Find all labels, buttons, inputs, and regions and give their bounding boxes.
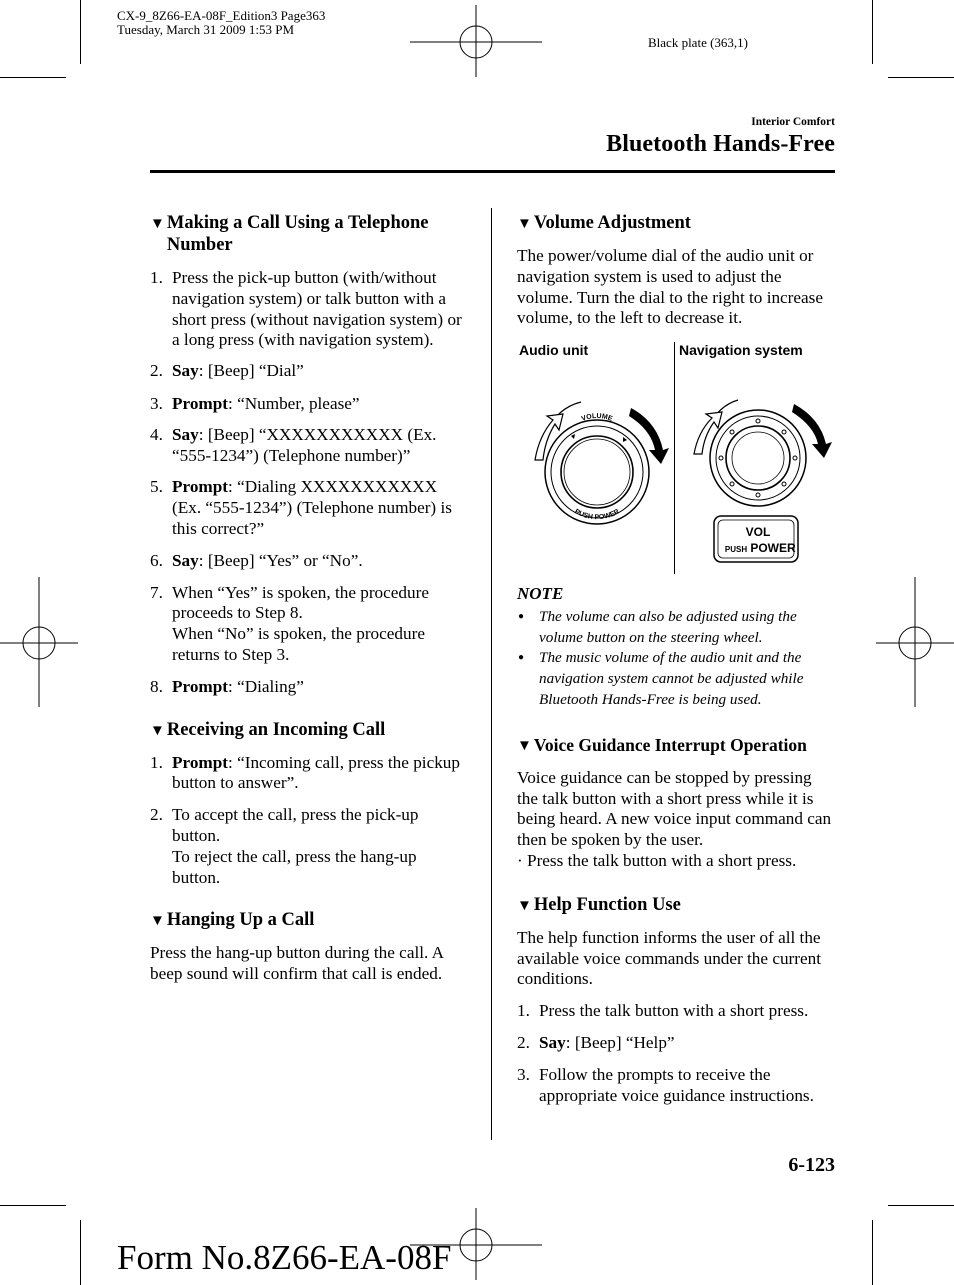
list-item: 2. Say: [Beep] “Help” bbox=[517, 1032, 675, 1052]
volume-heading: ▼ Volume Adjustment bbox=[517, 213, 691, 233]
right-column bbox=[517, 212, 835, 329]
triangle-icon: ▼ bbox=[150, 216, 165, 232]
bullet-icon: ● bbox=[518, 610, 525, 622]
note-item: ● The volume can also be adjusted using the volume button on the steering wheel. bbox=[517, 607, 835, 649]
triangle-icon: ▼ bbox=[150, 913, 165, 930]
right-column-lower bbox=[517, 584, 835, 1106]
list-item: 2. Say: [Beep] “Dial” bbox=[150, 361, 304, 381]
triangle-icon: ▼ bbox=[517, 737, 532, 754]
help-heading: ▼ Help Function Use bbox=[517, 894, 681, 915]
list-item: 6. Say: [Beep] “Yes” or “No”. bbox=[150, 550, 363, 570]
svg-text:PUSH POWER: PUSH POWER bbox=[573, 508, 621, 522]
help-body: The help function informs the user of all the available voice commands under the current conditions. bbox=[517, 927, 821, 989]
voice-guidance-heading: ▼ Voice Guidance Interrupt Operation bbox=[517, 734, 807, 755]
list-item: 5. Prompt: “Dialing XXXXXXXXXXX (Ex. “555-1234”) (Telephone number) is this correct?” bbox=[150, 477, 452, 538]
receiving-call-heading: ▼ Receiving an Incoming Call bbox=[150, 719, 386, 740]
receiving-call-steps bbox=[150, 753, 466, 889]
list-item: 7. When “Yes” is spoken, the procedure proceeds to Step 8. When “No” is spoken, the procedure returns to Step 3. bbox=[150, 582, 429, 664]
voice-guidance-bullet: · Press the talk button with a short press. bbox=[517, 850, 797, 870]
note-title: NOTE bbox=[517, 584, 564, 603]
form-number: Form No.8Z66-EA-08F bbox=[117, 1238, 452, 1277]
list-item: 2. To accept the call, press the pick-up button. To reject the call, press the hang-up button. bbox=[150, 805, 419, 887]
left-column bbox=[150, 212, 466, 985]
list-item: 1. Prompt: “Incoming call, press the pickup button to answer”. bbox=[150, 752, 460, 793]
page-title: Bluetooth Hands-Free bbox=[606, 131, 835, 157]
registration-mark-right bbox=[876, 577, 954, 707]
list-item: 3. Prompt: “Number, please” bbox=[150, 393, 360, 413]
column-divider bbox=[491, 208, 492, 1140]
svg-text:VOLUME: VOLUME bbox=[580, 412, 614, 423]
print-plate: Black plate (363,1) bbox=[648, 35, 748, 50]
print-file-line: CX-9_8Z66-EA-08F_Edition3 Page363 bbox=[117, 8, 326, 23]
making-call-heading: ▼ Making a Call Using a Telephone Number bbox=[150, 213, 429, 255]
registration-mark-left bbox=[0, 577, 78, 707]
svg-text:POWER: POWER bbox=[750, 541, 796, 555]
triangle-icon: ▼ bbox=[517, 897, 532, 914]
section-label: Interior Comfort bbox=[751, 116, 835, 128]
triangle-icon: ▼ bbox=[150, 722, 165, 739]
registration-mark-top bbox=[410, 5, 542, 77]
hanging-up-heading: ▼ Hanging Up a Call bbox=[150, 910, 315, 931]
print-date-line: Tuesday, March 31 2009 1:53 PM bbox=[117, 22, 295, 37]
voice-guidance-body: Voice guidance can be stopped by pressing the talk button with a short press while it is being heard. A new voice input command can then be spoken by the user. bbox=[517, 767, 832, 850]
list-item: 8. Prompt: “Dialing” bbox=[150, 676, 304, 696]
list-item: 1. Press the pick-up button (with/without navigation system) or talk button with a short press (without navigation system) or a long press (with navigation system). bbox=[150, 268, 462, 350]
header-rule bbox=[150, 170, 835, 173]
bullet-icon: ● bbox=[518, 652, 525, 664]
page-number: 6-123 bbox=[788, 1154, 835, 1176]
triangle-icon: ▼ bbox=[517, 216, 532, 232]
navigation-dial-illustration bbox=[678, 392, 838, 572]
list-item: 4. Say: [Beep] “XXXXXXXXXXX (Ex. “555-1234”) (Telephone number)” bbox=[150, 424, 437, 465]
list-item: 3. Follow the prompts to receive the appropriate voice guidance instructions. bbox=[517, 1064, 814, 1105]
note-item: ● The music volume of the audio unit and the navigation system cannot be adjusted while Bluetooth Hands-Free is being used. bbox=[517, 648, 835, 710]
svg-text:VOL: VOL bbox=[745, 525, 771, 539]
svg-text:PUSH: PUSH bbox=[724, 545, 748, 554]
volume-body: The power/volume dial of the audio unit or navigation system is used to adjust the volume. Turn the dial to the right to increase volume, to the left to decrease it. bbox=[517, 246, 823, 328]
help-steps bbox=[517, 1001, 835, 1106]
making-call-steps bbox=[150, 268, 466, 698]
figure-label-navigation: Navigation system bbox=[679, 342, 803, 358]
figure-label-audio: Audio unit bbox=[519, 342, 589, 358]
hanging-up-body: Press the hang-up button during the call. A beep sound will confirm that call is ended. bbox=[150, 943, 444, 984]
audio-unit-dial-illustration bbox=[517, 392, 677, 532]
list-item: 1. Press the talk button with a short press. bbox=[517, 1001, 809, 1021]
